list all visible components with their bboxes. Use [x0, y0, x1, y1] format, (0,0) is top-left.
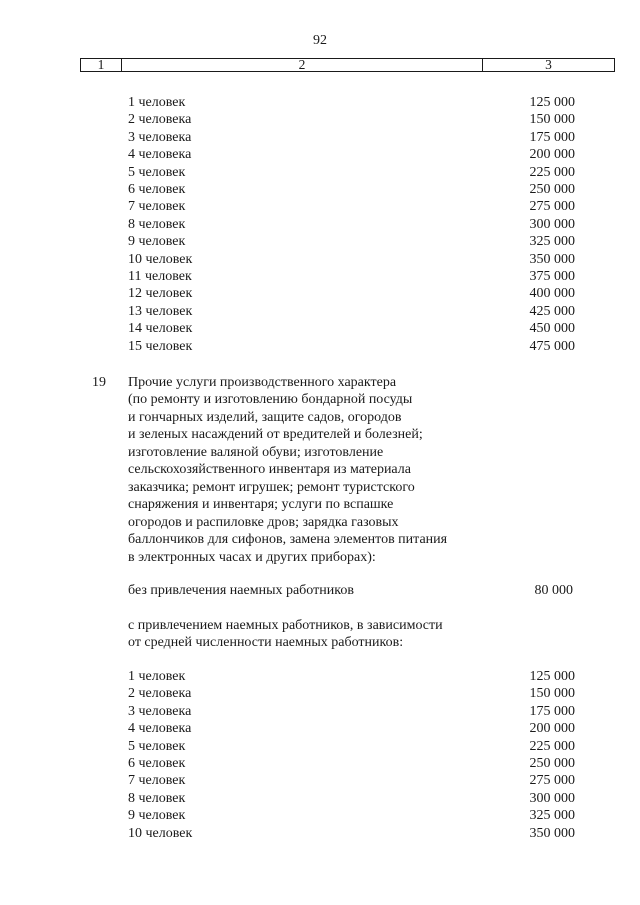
without-workers-value: 80 000 — [534, 583, 573, 598]
page-number: 92 — [313, 33, 327, 48]
description-line: сельскохозяйственного инвентаря из материала — [128, 462, 411, 478]
row-label: 6 человек — [128, 182, 186, 197]
row-value: 175 000 — [529, 129, 575, 145]
description-line: изготовление валяной обуви; изготовление — [128, 444, 384, 460]
row-value: 225 000 — [529, 738, 575, 754]
row-value: 125 000 — [529, 95, 575, 110]
column-header-3: 3 — [545, 57, 552, 72]
row-label: 9 человек — [128, 234, 186, 250]
row-label: 4 человека — [128, 721, 192, 737]
row-value: 200 000 — [529, 721, 575, 737]
row-label: 8 человек — [128, 790, 186, 806]
row-value: 225 000 — [529, 164, 575, 180]
row-label: 5 человек — [128, 738, 186, 754]
without-workers-label: без привлечения наемных работников — [128, 583, 354, 598]
column-header-2: 2 — [298, 57, 306, 72]
row-label: 5 человек — [128, 164, 186, 180]
column-header-1: 1 — [97, 57, 105, 72]
description-line: Прочие услуги производственного характера — [128, 375, 397, 390]
row-value: 450 000 — [529, 321, 575, 337]
row-label: 8 человек — [128, 216, 186, 232]
row-value: 125 000 — [529, 669, 575, 684]
with-workers-line: с привлечением наемных работников, в зависимости — [128, 618, 443, 633]
description-line: и гончарных изделий, защите садов, огородов — [128, 409, 402, 425]
description-line: баллончиков для сифонов, замена элементов питания — [128, 532, 448, 548]
row-value: 200 000 — [529, 147, 575, 163]
row-label: 2 человека — [128, 112, 192, 128]
description-line: заказчика; ремонт игрушек; ремонт туристского — [128, 479, 415, 495]
description-line: в электронных часах и других приборах): — [128, 549, 376, 565]
row-value: 275 000 — [529, 199, 575, 215]
row-value: 250 000 — [529, 182, 575, 197]
description-line: (по ремонту и изготовлению бондарной посуды — [128, 392, 413, 408]
row-value: 150 000 — [529, 686, 575, 702]
row-label: 11 человек — [128, 269, 192, 284]
row-value: 475 000 — [529, 338, 575, 354]
row-label: 15 человек — [128, 338, 193, 354]
row-label: 10 человек — [128, 251, 193, 267]
row-label: 4 человека — [128, 147, 192, 163]
row-value: 250 000 — [529, 756, 575, 771]
row-label: 2 человека — [128, 686, 192, 702]
row-value: 350 000 — [529, 825, 575, 841]
description-line: и зеленых насаждений от вредителей и болезней; — [128, 427, 423, 443]
row-value: 425 000 — [529, 303, 575, 319]
row-value: 175 000 — [529, 703, 575, 719]
item-number: 19 — [92, 375, 106, 390]
row-label: 1 человек — [128, 95, 186, 110]
row-value: 350 000 — [529, 251, 575, 267]
row-label: 6 человек — [128, 756, 186, 771]
description-line: огородов и распиловке дров; зарядка газовых — [128, 514, 399, 530]
row-value: 275 000 — [529, 773, 575, 789]
row-value: 400 000 — [529, 286, 575, 302]
row-value: 300 000 — [529, 216, 575, 232]
row-label: 7 человек — [128, 199, 186, 215]
row-label: 9 человек — [128, 808, 186, 824]
row-value: 375 000 — [529, 269, 575, 284]
row-value: 150 000 — [529, 112, 575, 128]
row-label: 3 человека — [128, 703, 192, 719]
table-header — [80, 58, 615, 72]
item-description — [128, 374, 488, 566]
row-label: 13 человек — [128, 303, 193, 319]
row-value: 325 000 — [529, 808, 575, 824]
row-label: 3 человека — [128, 129, 192, 145]
row-label: 14 человек — [128, 321, 193, 337]
row-value: 300 000 — [529, 790, 575, 806]
row-label: 10 человек — [128, 825, 193, 841]
description-line: снаряжения и инвентаря; услуги по вспашке — [128, 497, 394, 513]
with-workers-line: от средней численности наемных работников: — [128, 635, 404, 651]
row-label: 1 человек — [128, 669, 186, 684]
row-label: 12 человек — [128, 286, 193, 302]
row-value: 325 000 — [529, 234, 575, 250]
row-label: 7 человек — [128, 773, 186, 789]
